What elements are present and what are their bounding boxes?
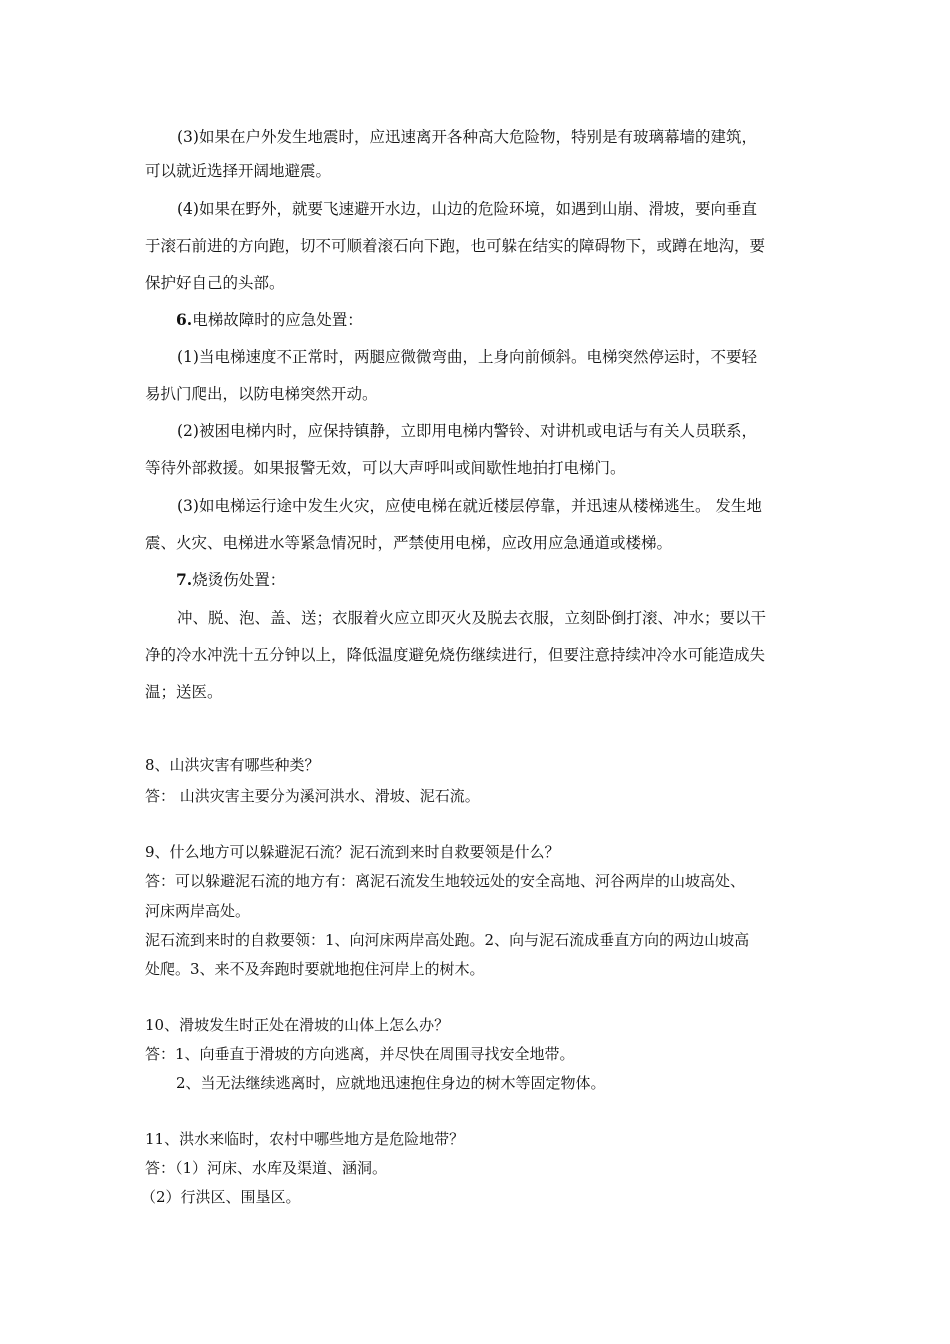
answer-line: 答：（1）河床、水库及渠道、涵洞。 bbox=[145, 1159, 388, 1177]
section-heading bbox=[176, 310, 846, 330]
paragraph-line: 可以就近选择开阔地避震。 bbox=[145, 162, 332, 180]
paragraph-line: 温；送医。 bbox=[145, 683, 223, 701]
paragraph-line: (3)如电梯运行途中发生火灾，应使电梯在就近楼层停靠，并迅速从楼梯逃生。 发生地 bbox=[177, 497, 762, 515]
section-title: 烧烫伤处置： bbox=[192, 571, 286, 589]
section-heading bbox=[176, 570, 846, 590]
paragraph-line: (4)如果在野外，就要飞速避开水边，山边的危险环境，如遇到山崩、滑坡，要向垂直 bbox=[177, 200, 757, 218]
section-number: 7. bbox=[176, 570, 193, 589]
answer-line: 处爬。3、来不及奔跑时要就地抱住河岸上的树木。 bbox=[145, 960, 485, 978]
answer-line: 答：1、向垂直于滑坡的方向逃离，并尽快在周围寻找安全地带。 bbox=[145, 1045, 575, 1063]
answer-line: 2、当无法继续逃离时，应就地迅速抱住身边的树木等固定物体。 bbox=[176, 1074, 606, 1092]
answer-line: 答：可以躲避泥石流的地方有：离泥石流发生地较远处的安全高地、河谷两岸的山坡高处、 bbox=[145, 872, 746, 890]
paragraph-line: 易扒门爬出，以防电梯突然开动。 bbox=[145, 385, 378, 403]
paragraph-line: 净的冷水冲洗十五分钟以上，降低温度避免烧伤继续进行，但要注意持续冲冷水可能造成失 bbox=[145, 646, 766, 664]
paragraph-line: (1)当电梯速度不正常时，两腿应微微弯曲，上身向前倾斜。电梯突然停运时，不要轻 bbox=[177, 348, 757, 366]
answer-line: 河床两岸高处。 bbox=[145, 902, 251, 920]
paragraph-line: (2)被困电梯内时，应保持镇静，立即用电梯内警铃、对讲机或电话与有关人员联系， bbox=[177, 422, 757, 440]
question-line: 11、洪水来临时，农村中哪些地方是危险地带？ bbox=[145, 1130, 465, 1148]
section-title: 电梯故障时的应急处置： bbox=[192, 311, 363, 329]
answer-line: 答： 山洪灾害主要分为溪河洪水、滑坡、泥石流。 bbox=[145, 787, 480, 805]
paragraph-line: 冲、脱、泡、盖、送；衣服着火应立即灭火及脱去衣服，立刻卧倒打滚、冲水；要以干 bbox=[177, 609, 767, 627]
question-line: 10、滑坡发生时正处在滑坡的山体上怎么办？ bbox=[145, 1016, 450, 1034]
answer-line: 泥石流到来时的自救要领：1、向河床两岸高处跑。2、向与泥石流成垂直方向的两边山坡高 bbox=[145, 931, 750, 949]
question-line: 8、山洪灾害有哪些种类？ bbox=[145, 756, 320, 774]
paragraph-line: 保护好自己的头部。 bbox=[145, 274, 285, 292]
paragraph-line: 于滚石前进的方向跑，切不可顺着滚石向下跑，也可躲在结实的障碍物下，或蹲在地沟，要 bbox=[145, 237, 766, 255]
paragraph-line: 等待外部救援。如果报警无效，可以大声呼叫或间歇性地拍打电梯门。 bbox=[145, 459, 626, 477]
paragraph-line: 震、火灾、电梯进水等紧急情况时，严禁使用电梯，应改用应急通道或楼梯。 bbox=[145, 534, 673, 552]
question-line: 9、什么地方可以躲避泥石流？泥石流到来时自救要领是什么？ bbox=[145, 843, 560, 861]
paragraph-line: (3)如果在户外发生地震时，应迅速离开各种高大危险物，特别是有玻璃幕墙的建筑， bbox=[177, 128, 757, 146]
answer-line: （2）行洪区、围垦区。 bbox=[141, 1188, 301, 1206]
section-number: 6. bbox=[176, 310, 193, 329]
